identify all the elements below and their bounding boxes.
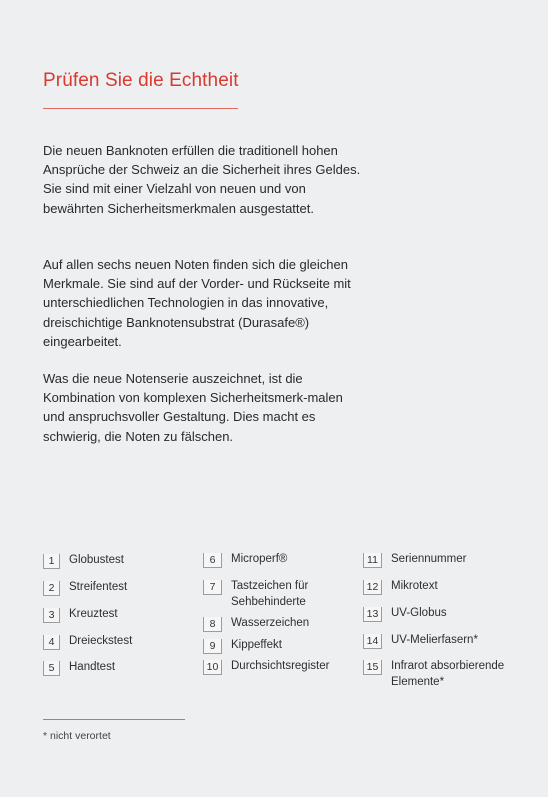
feature-number: 14 — [363, 634, 382, 649]
feature-item-kreuztest — [43, 607, 118, 623]
feature-number: 1 — [43, 554, 60, 569]
feature-number: 4 — [43, 635, 60, 650]
feature-item-dreieckstest — [43, 634, 132, 650]
feature-number: 10 — [203, 660, 222, 675]
feature-label: Globustest — [69, 554, 124, 566]
feature-label: Mikrotext — [391, 580, 438, 592]
feature-number: 11 — [363, 553, 382, 568]
feature-item-wasserzeichen — [203, 616, 309, 632]
feature-number: 9 — [203, 639, 222, 654]
feature-label: Handtest — [69, 661, 116, 673]
feature-number: 6 — [203, 553, 222, 568]
feature-label: Kippeffekt — [231, 639, 282, 651]
intro-paragraph-1: Die neuen Banknoten erfüllen die traditionell hohen Ansprüche der Schweiz an die Sicherheit ihres Geldes. Sie sind mit einer Vielzahl von neuen und von bewährten Sicherheitsmerkmalen ausgestattet. — [43, 143, 361, 216]
feature-label: UV-Globus — [391, 607, 447, 619]
feature-number: 8 — [203, 617, 222, 632]
feature-item-tastzeichen — [203, 579, 333, 610]
feature-label: Microperf® — [231, 553, 288, 565]
footnote: * nicht verortet — [43, 730, 111, 742]
feature-number: 3 — [43, 608, 60, 623]
feature-item-seriennummer — [363, 552, 466, 568]
feature-number: 5 — [43, 661, 60, 676]
intro-paragraph-3: Was die neue Notenserie auszeichnet, ist die Kombination von komplexen Sicherheitsmerk-malen und anspruchsvoller Gestaltung. Dies macht es schwierig, die Noten zu fälschen. — [43, 371, 343, 444]
feature-item-uv-melierfasern — [363, 633, 478, 649]
feature-label: Infrarot absorbierende Elemente* — [391, 660, 505, 688]
feature-label: Seriennummer — [391, 553, 467, 565]
feature-label: Tastzeichen für Sehbehinderte — [231, 580, 309, 608]
feature-number: 13 — [363, 607, 382, 622]
title-underline — [43, 108, 238, 109]
feature-label: Durchsichtsregister — [231, 660, 330, 672]
feature-label: Kreuztest — [69, 608, 118, 620]
feature-label: Dreieckstest — [69, 635, 133, 647]
feature-item-uv-globus — [363, 606, 447, 622]
feature-item-handtest — [43, 660, 115, 676]
feature-number: 7 — [203, 580, 222, 595]
feature-item-durchsichtsregister — [203, 659, 329, 675]
footnote-divider — [43, 719, 185, 720]
feature-item-kippeffekt — [203, 638, 282, 654]
feature-item-streifentest — [43, 580, 127, 596]
feature-label: Streifentest — [69, 581, 128, 593]
page-title: Prüfen Sie die Echtheit — [43, 70, 239, 91]
feature-item-globustest — [43, 553, 124, 569]
feature-item-microperf — [203, 552, 287, 568]
feature-label: UV-Melierfasern* — [391, 634, 478, 646]
feature-number: 2 — [43, 581, 60, 596]
feature-item-infrarot — [363, 659, 513, 690]
feature-label: Wasserzeichen — [231, 617, 310, 629]
feature-item-mikrotext — [363, 579, 438, 595]
feature-number: 12 — [363, 580, 382, 595]
feature-number: 15 — [363, 660, 382, 675]
intro-paragraph-2: Auf allen sechs neuen Noten finden sich die gleichen Merkmale. Sie sind auf der Vorder- und Rückseite mit unterschiedlichen Technologien in das innovative, dreischichtige Banknotensubstrat (Durasafe®) eingearbeitet. — [43, 257, 351, 349]
